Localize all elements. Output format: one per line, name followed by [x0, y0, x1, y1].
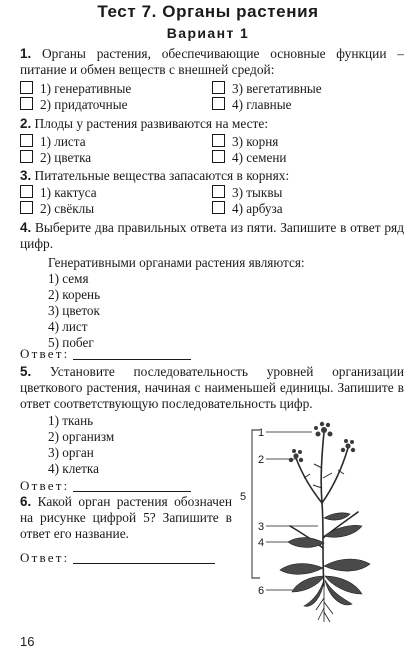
checkbox[interactable] [212, 81, 225, 94]
question-number: 4. [20, 220, 32, 235]
question-number: 1. [20, 46, 32, 61]
checkbox[interactable] [212, 150, 225, 163]
question-text: Питательные вещества запасаются в корнях: [34, 168, 290, 183]
q3-option-4[interactable]: 4) арбуза [212, 201, 283, 216]
q2-option-2[interactable]: 2) цветка [20, 150, 91, 165]
q2-option-4[interactable]: 4) семени [212, 150, 286, 165]
question-number: 6. [20, 494, 32, 509]
q3-option-2[interactable]: 2) свёклы [20, 201, 94, 216]
question-text: Плоды у растения развиваются на месте: [34, 116, 269, 131]
q4-item-3: 3) цветок [48, 303, 100, 318]
q4-item-4: 4) лист [48, 319, 88, 334]
question-number: 3. [20, 168, 32, 183]
page-number: 16 [20, 634, 35, 649]
question-number: 2. [20, 116, 32, 131]
q5-item-1: 1) ткань [48, 413, 94, 428]
checkbox[interactable] [20, 134, 33, 147]
q2-option-3[interactable]: 3) корня [212, 134, 278, 149]
figure-label-3: 3 [258, 521, 265, 533]
question-2 [20, 116, 404, 132]
checkbox[interactable] [20, 201, 33, 214]
question-text: Органы растения, обеспечивающие основные функции – питание и обмен веществ с внешней средой: [20, 46, 404, 77]
checkbox[interactable] [20, 185, 33, 198]
q3-option-3[interactable]: 3) тыквы [212, 185, 282, 200]
figure-label-5: 5 [240, 491, 247, 503]
q4-subtitle: Генеративными органами растения являются: [48, 255, 305, 270]
variant-heading: Вариант 1 [166, 25, 250, 41]
q5-item-4: 4) клетка [48, 461, 99, 476]
q5-answer [20, 478, 191, 494]
q4-answer [20, 346, 191, 362]
checkbox[interactable] [20, 81, 33, 94]
answer-line[interactable] [73, 359, 191, 360]
q1-option-2[interactable]: 2) придаточные [20, 97, 127, 112]
page-title: Тест 7. Органы растения [97, 2, 319, 21]
checkbox[interactable] [212, 185, 225, 198]
q1-option-4[interactable]: 4) главные [212, 97, 291, 112]
q6-answer [20, 550, 215, 566]
q5-item-3: 3) орган [48, 445, 94, 460]
answer-label: Ответ: [20, 478, 70, 493]
figure-label-2: 2 [258, 454, 265, 466]
question-1 [20, 46, 404, 78]
plant-figure [238, 408, 416, 628]
question-text: Установите последовательность уровней организации цветкового растения, начиная с наименьшей единицы. Запишите в ответ соответствующую последовательность цифр. [20, 364, 404, 411]
checkbox[interactable] [212, 97, 225, 110]
q2-option-1[interactable]: 1) листа [20, 134, 86, 149]
q4-item-2: 2) корень [48, 287, 101, 302]
checkbox[interactable] [20, 97, 33, 110]
q1-option-1[interactable]: 1) генеративные [20, 81, 131, 96]
figure-label-6: 6 [258, 585, 265, 597]
answer-label: Ответ: [20, 346, 70, 361]
q4-item-5: 5) побег [48, 335, 94, 350]
answer-line[interactable] [73, 563, 215, 564]
figure-label-4: 4 [258, 537, 265, 549]
answer-label: Ответ: [20, 550, 70, 565]
question-text: Выберите два правильных ответа из пяти. Запишите в ответ ряд цифр. [20, 220, 405, 251]
checkbox[interactable] [20, 150, 33, 163]
question-4 [20, 220, 404, 252]
question-6 [20, 494, 232, 542]
checkbox[interactable] [212, 201, 225, 214]
question-3 [20, 168, 404, 184]
q3-option-1[interactable]: 1) кактуса [20, 185, 97, 200]
figure-label-1: 1 [258, 427, 265, 439]
question-number: 5. [20, 364, 32, 379]
answer-line[interactable] [73, 491, 191, 492]
q4-item-1: 1) семя [48, 271, 89, 286]
question-text: Какой орган растения обозначен на рисунке цифрой 5? Запишите в ответ его название. [20, 494, 232, 541]
q1-option-3[interactable]: 3) вегетативные [212, 81, 322, 96]
checkbox[interactable] [212, 134, 225, 147]
question-5 [20, 364, 404, 412]
q5-item-2: 2) организм [48, 429, 115, 444]
